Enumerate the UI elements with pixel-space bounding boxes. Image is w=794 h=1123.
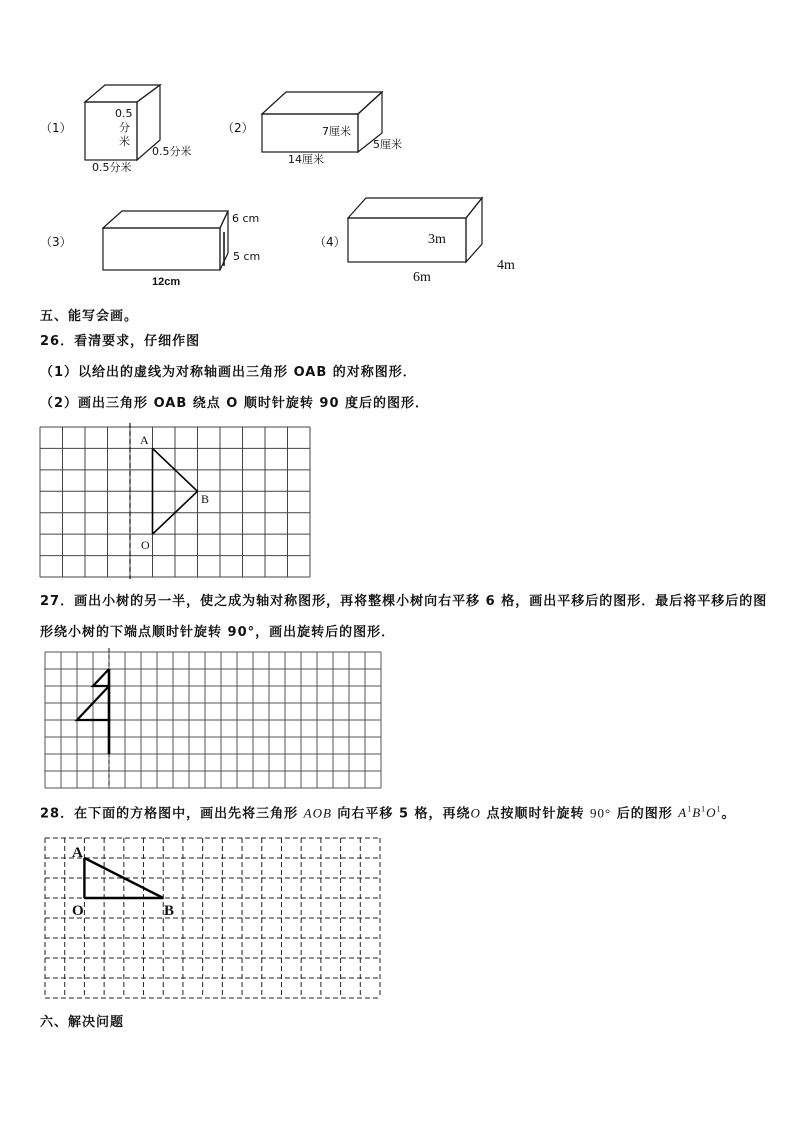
tree-upper-branch [93, 669, 109, 686]
question-27-text-line-2: 形绕小树的下端点顺时针旋转 90°，画出旋转后的图形． [40, 625, 396, 640]
q28-text-part: 28．在下面的方格图中，画出先将三角形 [40, 806, 304, 822]
cuboid-3-length-label: 12cm [152, 276, 181, 288]
section-6-title: 六、解决问题 [40, 1015, 125, 1030]
q28-angle: 90° [589, 805, 612, 821]
point-b-label: B [164, 903, 175, 919]
cuboid-2-height-label: 7厘米 [322, 125, 351, 138]
figure-1-label: （1） [40, 121, 72, 135]
point-a-label: A [140, 433, 149, 447]
q28-target-letter: O [706, 805, 717, 821]
q28-target-figure [678, 805, 721, 820]
cuboid-2-top-face [262, 92, 382, 114]
cuboid-4-top-face [348, 198, 482, 218]
cuboid-4-height-label: 3m [428, 232, 446, 247]
section-5-title: 五、能写会画。 [40, 309, 139, 324]
question-27-text-line-1: 27．画出小树的另一半，使之成为轴对称图形，再将整棵小树向右平移 6 格，画出平移后的图形．最后将平移后的图 [40, 594, 768, 609]
cuboid-3-top-face [103, 211, 228, 228]
cuboid-1-front-dimension-unit-2: 米 [119, 135, 130, 148]
q28-text-part: 点按顺时针旋转 [480, 806, 590, 822]
q28-point-o: O [470, 805, 481, 821]
cuboid-4-front-face [348, 218, 466, 262]
cuboid-2-length-label: 14厘米 [288, 153, 324, 166]
q28-triangle-name: AOB [303, 805, 332, 821]
q28-target-letter: B [692, 805, 702, 821]
figure-2-label: （2） [222, 121, 254, 135]
figure-3-label: （3） [40, 235, 72, 249]
question-26-item-2: （2）画出三角形 OAB 绕点 O 顺时针旋转 90 度后的图形． [40, 396, 430, 411]
q28-target-letter: A [678, 805, 688, 821]
figure-4-label: （4） [314, 235, 346, 249]
question-27-grid [45, 652, 382, 789]
point-o-label: O [72, 903, 84, 919]
q28-text-part: 向右平移 5 格，再绕 [331, 806, 471, 822]
point-b-label: B [201, 492, 210, 506]
cuboid-1-front-dimension-number: 0.5 [115, 107, 133, 120]
cuboid-3-front-face [103, 228, 220, 270]
cuboid-2-depth-label: 5厘米 [373, 138, 402, 151]
cuboid-1-width-label: 0.5分米 [92, 161, 132, 174]
cuboid-1-depth-label: 0.5分米 [152, 145, 192, 158]
cuboid-4-depth-label: 4m [497, 258, 515, 273]
q28-text-end: 。 [721, 806, 736, 822]
point-a-label: A [72, 845, 83, 861]
q28-target-superscript: 1 [701, 805, 707, 814]
cuboid-4-right-face [466, 198, 482, 262]
cuboid-3-depth-label: 6 cm [232, 212, 260, 225]
question-26-item-1: （1）以给出的虚线为对称轴画出三角形 OAB 的对称图形． [40, 365, 417, 380]
question-28-grid [45, 838, 381, 999]
point-o-label: O [141, 538, 150, 552]
question-26-grid [40, 427, 311, 578]
q28-target-superscript: 1 [716, 805, 722, 814]
q28-text-part: 后的图形 [611, 806, 679, 822]
cuboid-4-length-label: 6m [413, 270, 431, 285]
question-26-title: 26．看清要求，仔细作图 [40, 334, 201, 349]
q28-target-superscript: 1 [687, 805, 693, 814]
cuboid-3-height-label: 5 cm [233, 250, 261, 263]
cuboid-1-front-dimension-unit-1: 分 [119, 121, 130, 134]
question-28-text [40, 802, 736, 822]
